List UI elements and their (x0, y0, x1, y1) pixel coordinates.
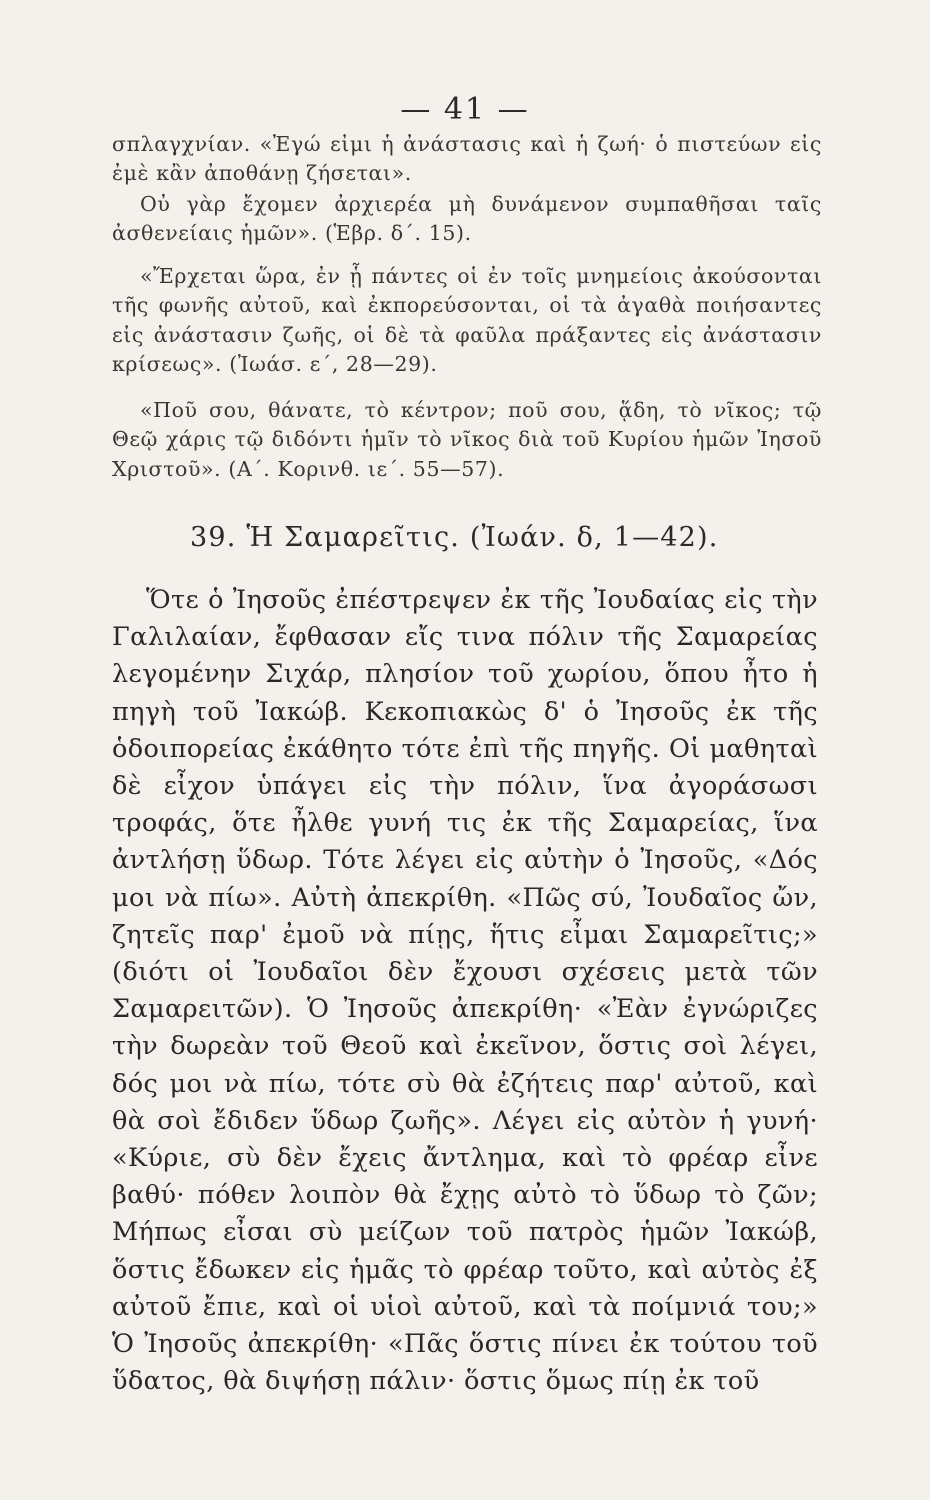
quote-paragraph-1 (112, 130, 822, 189)
quote-text: σπλαγχνίαν. «Ἐγώ εἰμι ἡ ἀνάστασις καὶ ἡ ζωή· ὁ πιστεύων εἰς ἐμὲ κἂν ἀποθάνῃ ζήσεται». (112, 132, 822, 186)
quote-text: «Ποῦ σου, θάνατε, τὸ κέντρον; ποῦ σου, ᾅδη, τὸ νῖκος; τῷ Θεῷ χάρις τῷ διδόντι ἡμῖν τὸ νῖκος διὰ τοῦ Κυρίου ἡμῶν Ἰησοῦ Χριστοῦ». (Α΄. Κορινθ. ιε΄. 55—57). (112, 398, 822, 481)
page-number: — 41 — (400, 92, 530, 127)
quote-paragraph-3 (112, 262, 822, 379)
quote-paragraph-4 (112, 396, 822, 484)
quote-text: Οὐ γὰρ ἔχομεν ἀρχιερέα μὴ δυνάμενον συμπαθῆσαι ταῖς ἀσθενείαις ἡμῶν». (Ἑβρ. δ΄. 15). (112, 192, 822, 246)
main-paragraph (112, 582, 818, 1400)
quote-text: «Ἔρχεται ὥρα, ἐν ᾗ πάντες οἱ ἐν τοῖς μνημείοις ἀκούσονται τῆς φωνῆς αὐτοῦ, καὶ ἐκπορεύσονται, οἱ τὰ ἀγαθὰ ποιήσαντες εἰς ἀνάστασιν ζωῆς, οἱ δὲ τὰ φαῦλα πράξαντες εἰς ἀνάστασιν κρίσεως». (Ἰωάσ. ε΄, 28—29). (112, 264, 822, 376)
quote-paragraph-2 (112, 190, 822, 249)
section-title: 39. Ἡ Σαμαρεῖτις. (Ἰωάν. δ, 1—42). (190, 522, 719, 553)
body-paragraph: Ὅτε ὁ Ἰησοῦς ἐπέστρεψεν ἐκ τῆς Ἰουδαίας εἰς τὴν Γαλιλαίαν, ἔφθασαν εἴς τινα πόλιν τῆς Σαμαρείας λεγομένην Σιχάρ, πλησίον τοῦ χωρίου, ὅπου ἦτο ἡ πηγὴ τοῦ Ἰακώβ. Κεκοπιακὼς δ' ὁ Ἰησοῦς ἐκ τῆς ὁδοιπορείας ἐκάθητο τότε ἐπὶ τῆς πηγῆς. Οἱ μαθηταὶ δὲ εἶχον ὑπάγει εἰς τὴν πόλιν, ἵνα ἀγοράσωσι τροφάς, ὅτε ἦλθε γυνή τις ἐκ τῆς Σαμαρείας, ἵνα ἀντλήσῃ ὕδωρ. Τότε λέγει εἰς αὐτὴν ὁ Ἰησοῦς, «Δός μοι νὰ πίω». Αὐτὴ ἀπεκρίθη. «Πῶς σύ, Ἰουδαῖος ὤν, ζητεῖς παρ' ἐμοῦ νὰ πίῃς, ἥτις εἶμαι Σαμαρεῖτις;» (διότι οἱ Ἰουδαῖοι δὲν ἔχουσι σχέσεις μετὰ τῶν Σαμαρειτῶν). Ὁ Ἰησοῦς ἀπεκρίθη· «Ἐὰν ἐγνώριζες τὴν δωρεὰν τοῦ Θεοῦ καὶ ἐκεῖνον, ὅστις σοὶ λέγει, δός μοι νὰ πίω, τότε σὺ θὰ ἐζήτεις παρ' αὐτοῦ, καὶ θὰ σοὶ ἔδιδεν ὕδωρ ζωῆς». Λέγει εἰς αὐτὸν ἡ γυνή· «Κύριε, σὺ δὲν ἔχεις ἄντλημα, καὶ τὸ φρέαρ εἶνε βαθύ· πόθεν λοιπὸν θὰ ἔχῃς αὐτὸ τὸ ὕδωρ τὸ ζῶν; Μήπως εἶσαι σὺ μείζων τοῦ πατρὸς ἡμῶν Ἰακώβ, ὅστις ἔδωκεν εἰς ἡμᾶς τὸ φρέαρ τοῦτο, καὶ αὐτὸς ἐξ αὐτοῦ ἔπιε, καὶ οἱ υἱοὶ αὐτοῦ, καὶ τὰ ποίμνιά του;» Ὁ Ἰησοῦς ἀπεκρίθη· «Πᾶς ὅστις πίνει ἐκ τούτου τοῦ ὕδατος, θὰ διψήσῃ πάλιν· ὅστις ὅμως πίῃ ἐκ τοῦ (112, 585, 818, 1397)
